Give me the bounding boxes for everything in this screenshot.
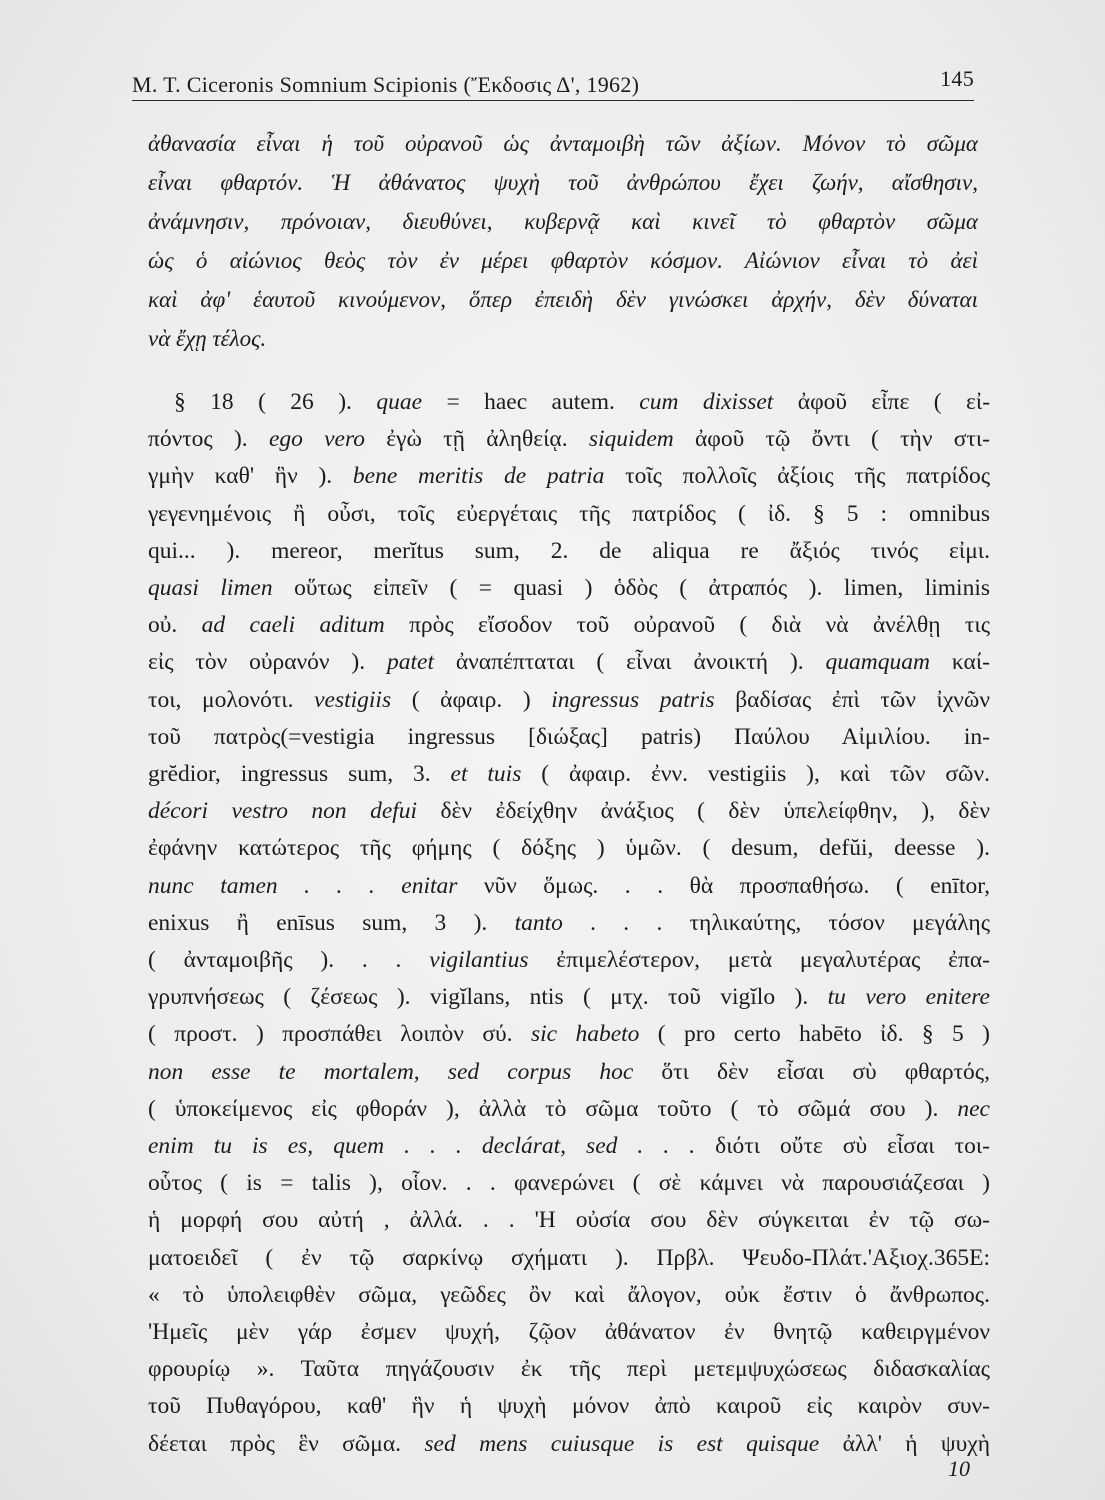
- gloss-text: ὅτι δὲν εἶσαι σὺ φθαρτός,: [633, 1058, 990, 1085]
- signature-mark: 10: [948, 1456, 970, 1481]
- latin-lemma: vestigiis: [314, 686, 392, 713]
- gloss-text: ἀφοῦ εἶπε ( εἰ-: [773, 389, 990, 415]
- gloss-text: νῦν ὅμως. . . θὰ προσπαθήσω. ( enītor,: [457, 872, 990, 899]
- latin-lemma: quamquam: [825, 649, 930, 676]
- gloss-text: δὲν ἐδείχθην ἀνάξιος ( δὲν ὑπελείφθην, ), δὲν: [417, 798, 990, 825]
- gloss-text: ἐγὼ τῇ ἀληθείᾳ.: [365, 426, 589, 453]
- text-line: [148, 1016, 990, 1053]
- paragraph-commentary: [148, 384, 990, 1463]
- page-number: 145: [940, 66, 974, 91]
- gloss-text: τοῦ πατρὸς(=vestigia ingressus [διώξας] patris) Παύλου Αἰμιλίου. in-: [148, 723, 990, 750]
- gloss-text: 'Ημεῖς μὲν γάρ ἐσμεν ψυχή, ζῷον ἀθάνατον ἐν θνητῷ καθειργμένον: [148, 1319, 990, 1346]
- latin-lemma: nec: [957, 1095, 990, 1122]
- gloss-text: ( ἀφαιρ. ): [391, 686, 552, 713]
- gloss-text: ἀφοῦ τῷ ὄντι ( τὴν στι-: [673, 426, 990, 453]
- text-line: [148, 1165, 990, 1202]
- gloss-text: § 18 ( 26 ).: [174, 389, 377, 415]
- text-line: [148, 868, 990, 905]
- text-line: [148, 682, 990, 719]
- gloss-text: διότι οὔτε σὺ εἶσαι τοι-: [695, 1133, 990, 1160]
- text-line: ὡς ὁ αἰώνιος θεὸς τὸν ἐν μέρει φθαρτὸν κόσμον. Αἰώνιον εἶναι τὸ ἀεὶ: [148, 248, 978, 273]
- latin-lemma: patet: [386, 649, 434, 676]
- latin-lemma: sic habeto: [530, 1021, 640, 1048]
- text-line: [148, 607, 990, 644]
- gloss-text: οὐ.: [148, 612, 202, 639]
- gloss-text: ματοειδεῖ ( ἐν τῷ σαρκίνῳ σχήματι ). Πρβλ. Ψευδο-Πλάτ.'Αξιοχ.365Ε:: [148, 1244, 990, 1271]
- latin-lemma: sed mens cuiusque is est quisque: [424, 1430, 820, 1457]
- gloss-text: . . . τηλικαύτης, τόσον μεγάλης: [562, 909, 990, 936]
- latin-lemma: décori vestro non defui: [148, 798, 418, 825]
- gloss-text: ἐφάνην κατώτερος τῆς φήμης ( δόξης ) ὑμῶν. ( desum, defŭi, deesse ).: [148, 835, 990, 862]
- text-line: [148, 793, 990, 830]
- paragraph-introduction: [148, 124, 978, 358]
- gloss-text: γεγενημένοις ἢ οὖσι, τοῖς εὐεργέταις τῆς πατρίδος ( ἰδ. § 5 : omnibus: [148, 500, 990, 527]
- gloss-text: πρὸς εἴσοδον τοῦ οὐρανοῦ ( διὰ νὰ ἀνέλθῃ τις: [384, 612, 990, 639]
- gloss-text: οὗτος ( is = talis ), οἷον. . . φανερώνει ( σὲ κάμνει νὰ παρουσιάζεσαι ): [148, 1170, 990, 1197]
- gloss-text: « τὸ ὑπολειφθὲν σῶμα, γεῶδες ὂν καὶ ἄλογον, οὐκ ἔστιν ὁ ἄνθρωπος.: [148, 1281, 990, 1308]
- text-line: [148, 979, 990, 1016]
- latin-lemma: et tuis: [450, 761, 522, 788]
- latin-lemma: tu vero enitere: [827, 984, 990, 1011]
- text-line: [148, 1240, 990, 1277]
- gloss-text: τοι, μολονότι.: [148, 686, 315, 713]
- gloss-text: πόντος ).: [148, 426, 269, 453]
- text-line: [148, 1426, 990, 1463]
- gloss-text: ( προστ. ) προσπάθει λοιπὸν σύ.: [148, 1021, 531, 1048]
- latin-lemma: bene meritis de patria: [352, 463, 605, 490]
- text-line: [148, 1054, 990, 1091]
- latin-lemma: quae: [376, 389, 423, 415]
- text-line: [148, 1202, 990, 1239]
- gloss-text: ( ὑποκείμενος εἰς φθοράν ), ἀλλὰ τὸ σῶμα τοῦτο ( τὸ σῶμά σου ).: [148, 1095, 958, 1122]
- latin-lemma: enim tu is es, quem . . . declárat, sed . . .: [148, 1133, 696, 1160]
- gloss-text: τοῦ Πυθαγόρου, καθ' ἣν ἡ ψυχὴ μόνον ἀπὸ καιροῦ εἰς καιρὸν συν-: [148, 1393, 990, 1420]
- text-line: νὰ ἔχῃ τέλος.: [148, 326, 267, 351]
- latin-lemma: cum dixisset: [639, 389, 774, 415]
- gloss-text: ἐπιμελέστερον, μετὰ μεγαλυτέρας ἐπα-: [528, 947, 990, 974]
- gloss-text: βαδίσας ἐπὶ τῶν ἰχνῶν: [714, 686, 990, 713]
- gloss-text: ἡ μορφή σου αὐτή , ἀλλά. . . 'Η οὐσία σου δὲν σύγκειται ἐν τῷ σω-: [148, 1207, 990, 1234]
- text-line: [148, 905, 990, 942]
- gloss-text: δέεται πρὸς ἓν σῶμα.: [148, 1430, 425, 1457]
- gloss-text: ἀναπέπταται ( εἶναι ἀνοικτή ).: [433, 649, 826, 676]
- gloss-text: grĕdior, ingressus sum, 3.: [148, 761, 451, 788]
- gloss-text: καί-: [930, 649, 990, 676]
- text-line: [148, 1277, 990, 1314]
- gloss-text: τοῖς πολλοῖς ἀξίοις τῆς πατρίδος: [604, 463, 990, 490]
- header-rule: [132, 100, 974, 101]
- gloss-text: ἀλλ' ἡ ψυχὴ: [819, 1430, 990, 1457]
- text-line: [148, 421, 990, 458]
- text-line: καὶ ἀφ' ἑαυτοῦ κινούμενον, ὅπερ ἐπειδὴ δὲν γινώσκει ἀρχήν, δὲν δύναται: [148, 287, 978, 312]
- latin-lemma: nunc tamen . . . enitar: [148, 872, 458, 899]
- text-line: [148, 496, 990, 533]
- text-line: [148, 1351, 990, 1388]
- gloss-text: φρουρίῳ ». Ταῦτα πηγάζουσιν ἐκ τῆς περὶ μετεμψυχώσεως διδασκαλίας: [148, 1356, 990, 1383]
- text-line: [148, 719, 990, 756]
- text-line: εἶναι φθαρτόν. Ἡ ἀθάνατος ψυχὴ τοῦ ἀνθρώπου ἔχει ζωήν, αἴσθησιν,: [148, 170, 978, 195]
- text-line: [148, 384, 990, 421]
- gloss-text: ( pro certo habēto ἰδ. § 5 ): [639, 1021, 990, 1048]
- latin-lemma: tanto: [514, 909, 563, 936]
- text-line: [148, 458, 990, 495]
- gloss-text: γμὴν καθ' ἣν ).: [148, 463, 353, 490]
- gloss-text: οὕτως εἰπεῖν ( = quasi ) ὁδὸς ( ἀτραπός ). limen, liminis: [272, 575, 990, 602]
- latin-lemma: ingressus patris: [551, 686, 715, 713]
- gloss-text: ( ἀφαιρ. ἐνν. vestigiis ), καὶ τῶν σῶν.: [521, 761, 990, 788]
- text-line: [148, 533, 990, 570]
- gloss-text: γρυπνήσεως ( ζέσεως ). vigĭlans, ntis ( μτχ. τοῦ vigĭlo ).: [148, 984, 828, 1011]
- gloss-text: εἰς τὸν οὐρανόν ).: [148, 649, 387, 676]
- latin-lemma: siquidem: [588, 426, 674, 453]
- text-line: [148, 756, 990, 793]
- text-line: [148, 570, 990, 607]
- text-line: ἀνάμνησιν, πρόνοιαν, διευθύνει, κυβερνᾷ καὶ κινεῖ τὸ φθαρτὸν σῶμα: [148, 209, 978, 234]
- gloss-text: enixus ἢ enīsus sum, 3 ).: [148, 909, 515, 936]
- running-head-title: M. T. Ciceronis Somnium Scipionis (Ἔκδοσις Δ', 1962): [132, 72, 640, 97]
- text-line: [148, 1314, 990, 1351]
- gloss-text: = haec autem.: [422, 389, 640, 415]
- latin-lemma: vigilantius: [429, 947, 529, 974]
- latin-lemma: ego vero: [268, 426, 365, 453]
- text-line: [148, 830, 990, 867]
- latin-lemma: quasi limen: [148, 575, 273, 602]
- text-line: ἀθανασία εἶναι ἡ τοῦ οὐρανοῦ ὡς ἀνταμοιβὴ τῶν ἀξίων. Μόνον τὸ σῶμα: [148, 131, 978, 156]
- latin-lemma: ad caeli aditum: [201, 612, 385, 639]
- running-head: [132, 66, 974, 100]
- latin-lemma: non esse te mortalem, sed corpus hoc: [148, 1058, 634, 1085]
- text-line: [148, 1091, 990, 1128]
- text-line: [148, 644, 990, 681]
- gloss-text: ( ἀνταμοιβῆς ). . .: [148, 947, 430, 974]
- text-line: [148, 1388, 990, 1425]
- text-line: [148, 942, 990, 979]
- text-line: [148, 1128, 990, 1165]
- gloss-text: qui... ). mereor, merĭtus sum, 2. de aliqua re ἄξιός τινός εἰμι.: [148, 537, 990, 564]
